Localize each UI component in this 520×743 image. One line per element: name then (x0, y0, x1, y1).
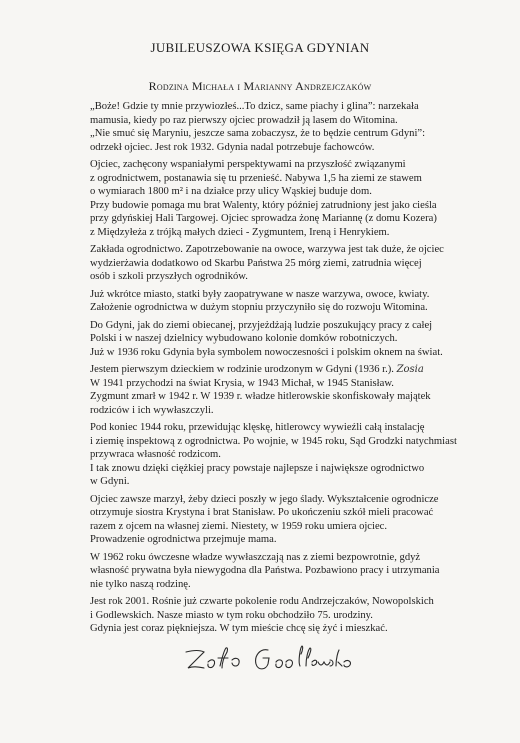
text-line: odrzekł ojciec. Jest rok 1932. Gdynia nadal potrzebuje fachowców. (90, 141, 375, 153)
text-line: otrzymuje siostra Krystyna i brat Stanisław. Po ukończeniu szkół mieli pracować (90, 507, 434, 518)
paragraph (90, 319, 442, 360)
text-line: Zygmunt zmarł w 1942 r. W 1939 r. władze hitlerowskie skonfiskowały majątek (90, 391, 431, 402)
text-line: Przy budowie pomaga mu brat Walenty, który później zatrudniony jest jako cieśla (90, 199, 437, 211)
paragraph (90, 158, 442, 239)
text-line: W 1941 przychodzi na świat Krysia, w 1943 Michał, w 1945 Stanisław. (90, 377, 394, 389)
text-line: W 1962 roku ówczesne władze wywłaszczają nas z ziemi bezpowrotnie, gdyż (90, 551, 421, 563)
signature-text (180, 640, 291, 644)
paragraph (90, 421, 457, 489)
text-line: z Międzyłeża z trójką małych dzieci - Zygmuntem, Ireną i Henrykiem. (90, 226, 390, 238)
book-title: JUBILEUSZOWA KSIĘGA GDYNIAN (150, 40, 370, 55)
handwritten-note: Zosia (396, 364, 424, 375)
text-line: Prowadzenie ogrodnictwa przejmuje mama. (90, 534, 277, 545)
text-line: przy gdyńskiej Hali Targowej. Ojciec sprowadza żonę Mariannę (z domu Kozera) (90, 213, 437, 224)
document-body (90, 100, 457, 640)
text-line: I tak znowu dzięki ciężkiej pracy powstaje najlepsze i największe ogrodnictwo (90, 462, 425, 474)
text-line: z ogrodnictwem, postanawia się tu przenieść. Nabywa 1,5 ha ziemi ze stawem (90, 172, 422, 184)
text-line: Gdynia jest coraz piękniejsza. W tym mieście chcę się żyć i mieszkać. (90, 623, 388, 634)
paragraph (90, 493, 442, 547)
text-line: Jest rok 2001. Rośnie już czwarte pokolenie rodu Andrzejczaków, Nowopolskich (90, 596, 434, 607)
paragraph (90, 551, 442, 592)
text-line: Pod koniec 1944 roku, przewidując klęskę, hitlerowcy wywieźli całą instalację (90, 422, 425, 433)
text-line: „Boże! Gdzie ty mnie przywiozłeś...To dzicz, same piachy i glina”: narzekała (90, 101, 419, 112)
text-line: Już w 1936 roku Gdynia była symbolem nowoczesności i polskim oknem na świat. (90, 346, 443, 358)
text-line: w Gdyni. (90, 476, 130, 487)
handwritten-signature (180, 640, 360, 680)
text-line: nie tylko naszą rodzinę. (90, 578, 191, 590)
text-line: rodziców i ich wywłaszczyli. (90, 404, 214, 416)
text-line: Ojciec, zachęcony wspaniałymi perspektywami na przyszłość związanymi (90, 159, 406, 170)
text-line: osób i szkoli przyszłych ogrodników. (90, 271, 248, 282)
chapter-title: Rodzina Michała i Marianny Andrzejczaków (148, 79, 372, 93)
signature-image (180, 640, 360, 680)
text-line: Polski i w naszej dzielnicy wybudowano kolonie domków robotniczych. (90, 333, 398, 344)
text-line: i Godlewskich. Nasze miasto w tym roku obchodziło 75. urodziny. (90, 609, 373, 621)
text-line: i ziemię inspektową z ogrodnictwa. Po wojnie, w 1945 roku, Sąd Grodzki natychmiast (90, 435, 457, 447)
paragraph (90, 363, 442, 417)
text-line: Do Gdyni, jak do ziemi obiecanej, przyjeżdżają ludzie poszukujący pracy z całej (90, 319, 433, 331)
text-line: mamusia, kiedy po raz pierwszy ojciec prowadził ją lasem do Witomina. (90, 114, 398, 126)
paragraph (90, 288, 442, 315)
text-line: własność prywatna była niewygodna dla Państwa. Pozbawiono pracy i utrzymania (90, 565, 440, 576)
text-line: „Nie smuć się Maryniu, jeszcze sama zobaczysz, że to będzie centrum Gdyni”: (90, 128, 426, 139)
text-line: Założenie ogrodnictwa w dużym stopniu przyczyniło się do rozwoju Witomina. (90, 302, 428, 313)
text-line: Już wkrótce miasto, statki były zaopatrywane w nasze warzywa, owoce, kwiaty. (90, 288, 430, 300)
text-line: razem z ojcem na własnej ziemi. Niestety, w 1959 roku umiera ojciec. (90, 520, 388, 532)
paragraph (90, 100, 442, 154)
text-line (90, 363, 442, 377)
text-segment: Jestem pierwszym dzieckiem w rodzinie urodzonym w Gdyni (1936 r.). (90, 364, 394, 375)
text-line: Zakłada ogrodnictwo. Zapotrzebowanie na owoce, warzywa jest tak duże, że ojciec (90, 244, 444, 255)
text-line: wydzierżawia dodatkowo od Skarbu Państwa 25 mórg ziemi, zatrudnia więcej (90, 257, 422, 269)
text-line: o wymiarach 1800 m² i na działce przy ulicy Wąskiej buduje dom. (90, 186, 372, 197)
paragraph (90, 243, 442, 284)
text-line: Ojciec zawsze marzył, żeby dzieci poszły w jego ślady. Wykształcenie ogrodnicze (90, 493, 439, 505)
paragraph (90, 595, 442, 636)
text-line: przywraca własność rodzicom. (90, 449, 221, 460)
